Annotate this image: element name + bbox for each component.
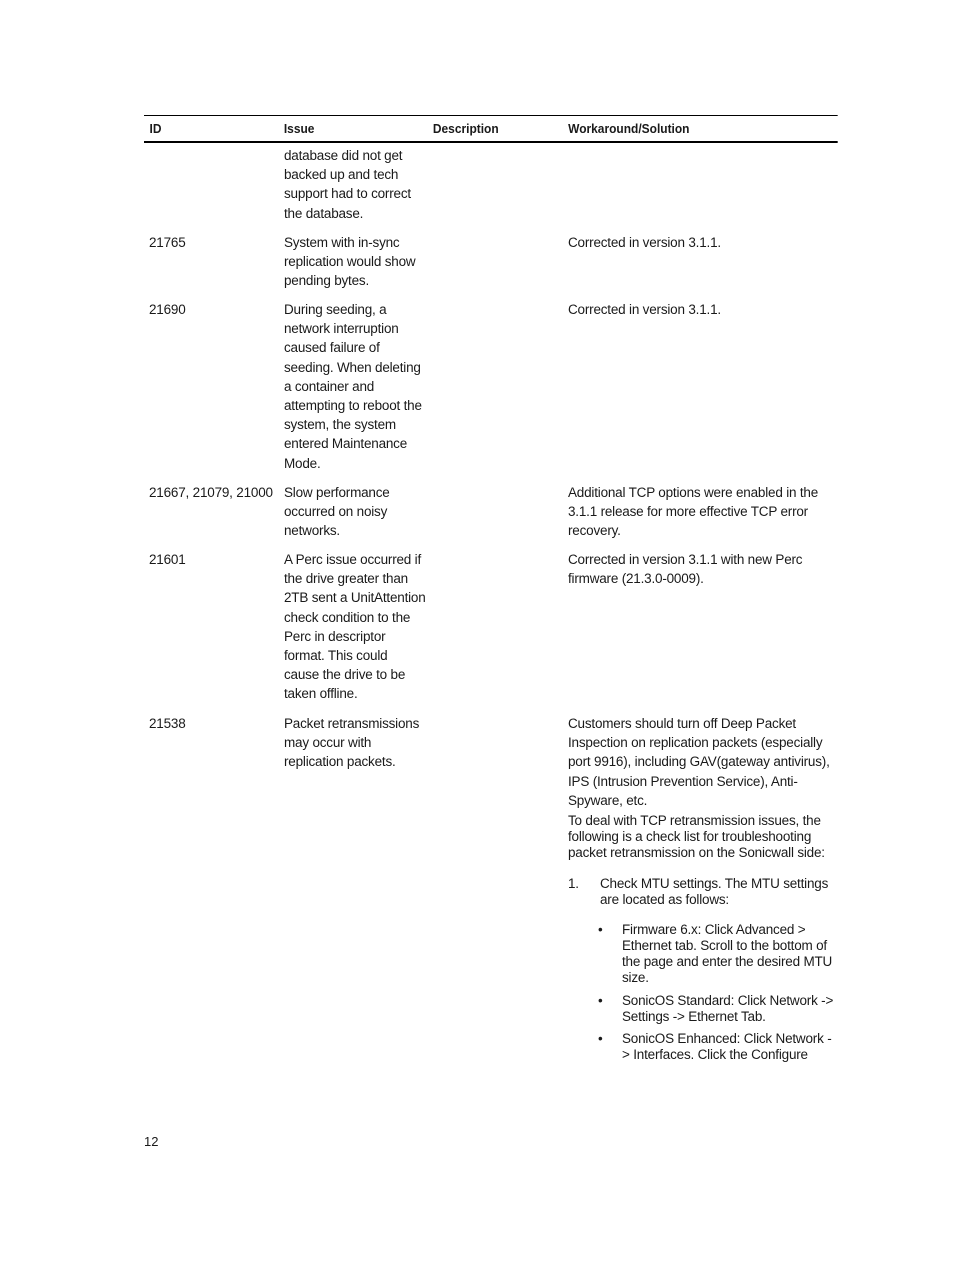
cell-issue: database did not get backed up and tech support had to correct the database.: [284, 148, 411, 221]
cell-issue: Packet retransmissions may occur with replication packets.: [284, 716, 420, 770]
cell-issue: A Perc issue occurred if the drive greater than 2TB sent a UnitAttention check condition to the Perc in descriptor format. This could cause the drive to be taken offline.: [284, 552, 426, 702]
cell-id: 21690: [149, 302, 186, 317]
page-number: 12: [144, 1134, 159, 1149]
step-text: Check MTU settings. The MTU settings are located as follows:: [600, 876, 829, 907]
cell-workaround: Corrected in version 3.1.1.: [568, 302, 721, 317]
known-issues-table: [144, 115, 838, 1062]
cell-workaround: Corrected in version 3.1.1.: [568, 235, 721, 250]
cell-id: 21601: [149, 552, 186, 567]
header-issue: Issue: [283, 121, 315, 136]
cell-id: 21765: [149, 235, 186, 250]
header-workaround: Workaround/Solution: [568, 121, 690, 136]
bullet-item: SonicOS Enhanced: Click Network -> Interfaces. Click the Configure: [622, 1031, 832, 1062]
bullet-dot: •: [598, 922, 603, 937]
bullet-dot: •: [598, 1031, 603, 1046]
bullet-dot: •: [598, 993, 603, 1008]
cell-workaround: Customers should turn off Deep Packet Inspection on replication packets (especially port 9916), including GAV(gateway antivirus), IPS (Intrusion Prevention Service), Anti-Spyware, etc.: [568, 716, 830, 808]
cell-workaround: Additional TCP options were enabled in the 3.1.1 release for more effective TCP error recovery.: [568, 485, 819, 539]
header-description: Description: [432, 121, 499, 136]
bullet-item: SonicOS Standard: Click Network -> Settings -> Ethernet Tab.: [622, 993, 834, 1024]
cell-issue: Slow performance occurred on noisy networks.: [284, 485, 390, 539]
cell-workaround-paragraph: To deal with TCP retransmission issues, the following is a check list for troubleshooting packet retransmission on the Sonicwall side:: [568, 813, 825, 860]
header-id: ID: [149, 121, 162, 136]
bullet-item: Firmware 6.x: Click Advanced > Ethernet tab. Scroll to the bottom of the page and enter the desired MTU size.: [622, 922, 833, 985]
cell-id: 21667, 21079, 21000: [149, 485, 273, 500]
cell-id: 21538: [149, 716, 186, 731]
cell-issue: During seeding, a network interruption caused failure of seeding. When deleting a container and attempting to reboot the system, the system entered Maintenance Mode.: [284, 302, 422, 471]
step-number: 1.: [568, 876, 579, 891]
cell-workaround: Corrected in version 3.1.1 with new Perc firmware (21.3.0-0009).: [568, 552, 803, 587]
table-header: [144, 115, 838, 143]
cell-issue: System with in-sync replication would show pending bytes.: [284, 235, 416, 289]
